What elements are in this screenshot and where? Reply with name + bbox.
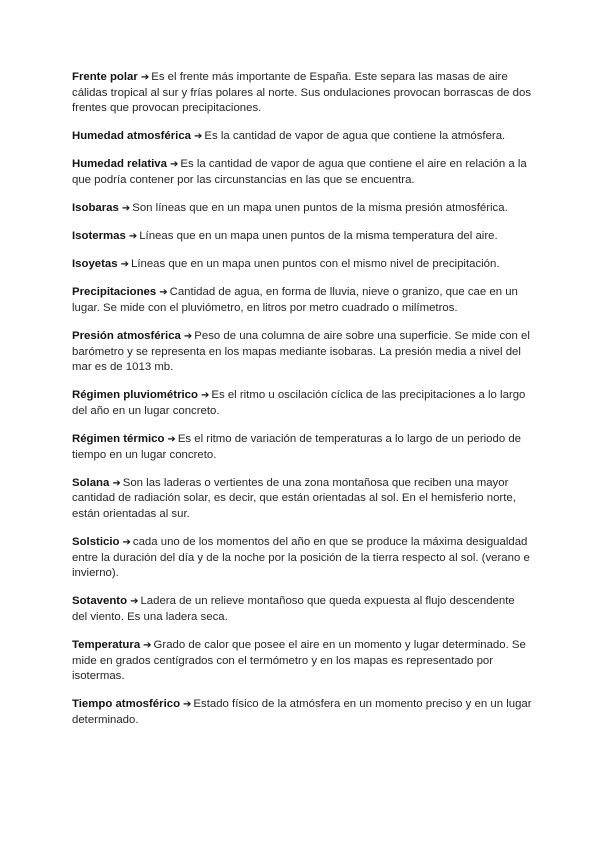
glossary-entry-precipitaciones [72,285,532,316]
term: Tiempo atmosférico [72,698,181,711]
arrow-icon: ➔ [121,203,131,215]
definition: Es el ritmo u oscilación cíclica de las precipitaciones a lo largo del año en un lugar concreto. [72,389,526,417]
term: Isoyetas [72,258,118,271]
definition: Peso de una columna de aire sobre una superficie. Se mide con el barómetro y se representa en los mapas mediante isobaras. La presión media a nivel del mar es de 1013 mb. [72,330,530,374]
term: Humedad atmosférica [72,130,192,143]
glossary-entry-temperatura [72,638,532,685]
definition: Ladera de un relieve montañoso que queda expuesta al flujo descendente del viento. Es una ladera seca. [72,595,515,623]
term: Solana [72,476,110,489]
definition: Grado de calor que posee el aire en un momento y lugar determinado. Se mide en grados centígrados con el termómetro y en los mapas es representado por isotermas. [72,638,526,683]
term: Presión atmosférica [72,330,181,343]
definition: Estado físico de la atmósfera en un momento preciso y en un lugar determinado. [72,698,532,726]
definition: Es el frente más importante de España. Este separa las masas de aire cálidas tropical al sur y frías polares al norte. Sus ondulaciones provocan borrascas de dos frentes que provocan precipitaciones. [72,71,532,115]
arrow-icon: ➔ [159,287,168,299]
glossary-entry-solsticio [72,535,532,582]
definition: Son las laderas o vertientes de una zona montañosa que reciben una mayor cantidad de radiación solar, es decir, que están orientadas al sol. En el hemisferio norte, están orientadas al sur. [72,476,516,520]
arrow-icon: ➔ [122,536,131,548]
definition: Son líneas que en un mapa unen puntos de la misma presión atmosférica. [132,202,508,215]
glossary-entry-humedad-relativa [72,157,532,188]
arrow-icon: ➔ [183,699,192,711]
term: Régimen pluviométrico [72,389,198,402]
arrow-icon: ➔ [128,231,138,243]
definition: Es la cantidad de vapor de agua que contiene la atmósfera. [204,130,506,143]
term: Isotermas [72,230,126,243]
term: Sotavento [72,595,128,608]
definition: Líneas que en un mapa unen puntos de la misma temperatura del aire. [139,230,498,243]
term: Precipitaciones [72,286,157,299]
glossary-entry-isotermas [72,229,532,245]
glossary-entry-tiempo-atmosferico [72,697,532,728]
arrow-icon: ➔ [143,639,152,651]
glossary-entry-presion-atmosferica [72,329,532,376]
arrow-icon: ➔ [194,131,203,143]
arrow-icon: ➔ [140,72,150,83]
arrow-icon: ➔ [200,390,210,402]
glossary-entry-solana [72,476,532,523]
arrow-icon: ➔ [120,259,129,271]
arrow-icon: ➔ [167,434,176,445]
glossary-entry-isobaras [72,201,532,217]
term: Régimen térmico [72,433,165,445]
arrow-icon: ➔ [112,477,121,489]
arrow-icon: ➔ [169,159,179,171]
term: Solsticio [72,535,120,548]
term: Isobaras [72,202,119,215]
term: Humedad relativa [72,158,167,171]
definition: Es la cantidad de vapor de agua que contiene el aire en relación a la que podría contener por las circunstancias en las que se encuentra. [72,158,527,186]
glossary-entry-isoyetas [72,257,532,273]
definition: cada uno de los momentos del año en que se produce la máxima desigualdad entre la duración del día y de la noche por la posición de la tierra respecto al sol. (verano e invierno). [72,535,530,580]
arrow-icon: ➔ [183,331,193,343]
glossary-entry-humedad-atmosferica [72,129,532,145]
glossary-entry-sotavento [72,594,532,625]
definition: Cantidad de agua, en forma de lluvia, nieve o granizo, que cae en un lugar. Se mide con el pluviómetro, en litros por metro cuadrado o milímetros. [72,286,518,314]
definition: Es el ritmo de variación de temperaturas a lo largo de un periodo de tiempo en un lugar concreto. [72,433,521,461]
glossary-page [72,70,532,741]
term: Temperatura [72,638,141,651]
glossary-entry-regimen-termico [72,432,532,463]
glossary-entry-frente-polar [72,70,532,117]
arrow-icon: ➔ [130,596,139,608]
definition: Líneas que en un mapa unen puntos con el mismo nivel de precipitación. [130,258,500,271]
glossary-entry-regimen-pluviometrico [72,388,532,419]
term: Frente polar [72,71,138,83]
